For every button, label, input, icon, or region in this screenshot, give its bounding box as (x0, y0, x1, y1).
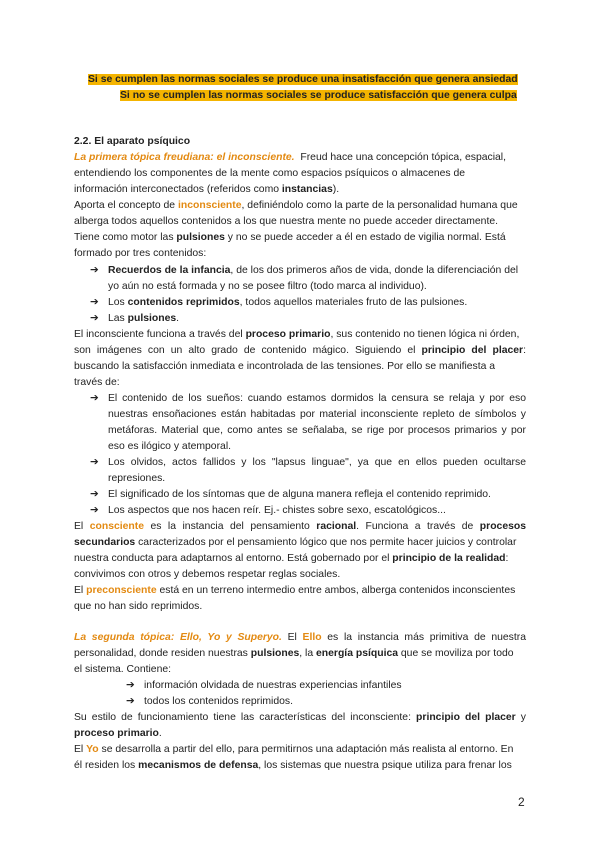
page-number: 2 (518, 795, 525, 809)
arrow-icon: ➔ (90, 313, 99, 324)
p4-line-1: El consciente es la instancia del pensamiento racional. Funciona a través de procesos (74, 521, 526, 532)
list1-item-1-line-2: yo aún no está formada y no se posee filtro (todo marca al individuo). (108, 281, 427, 292)
p8-line-1: El Yo se desarrolla a partir del ello, para permitirnos una adaptación más realista al entorno. En (74, 744, 514, 755)
p2-line-1: Aporta el concepto de inconsciente, definiéndolo como la parte de la personalidad humana que (74, 200, 518, 211)
p8-line-2: él residen los mecanismos de defensa, los sistemas que nuestra psique utiliza para frenar los (74, 760, 512, 771)
arrow-icon: ➔ (90, 265, 99, 276)
arrow-icon: ➔ (90, 457, 99, 468)
p3-line-2: son imágenes con un alto grado de contenido mágico. Siguiendo el principio del placer: (74, 345, 526, 356)
arrow-icon: ➔ (90, 489, 99, 500)
p4-line-2: secundarios caracterizados por el pensamiento lógico que nos permite hacer juicios y controlar (74, 537, 517, 548)
list2-item-1-line-2: nuestras ensoñaciones están habitadas por material inconsciente repleto de símbolos y (108, 409, 526, 420)
banner-line-1: Si se cumplen las normas sociales se produce una insatisfacción que genera ansiedad (88, 74, 518, 85)
p3-line-3: buscando la satisfacción inmediata e incontrolada de las tensiones. Por ello se manifiesta a (74, 361, 496, 372)
p1-line-3: información interconectados (referidos como instancias). (74, 184, 340, 195)
list2-item-1-line-1: El contenido de los sueños: cuando estamos dormidos la censura se relaja y por eso (108, 393, 526, 404)
section-heading: 2.2. El aparato psíquico (74, 136, 191, 147)
p3-line-4: través de: (74, 377, 120, 388)
p4-line-4: convivimos con otros y debemos respetar reglas sociales. (74, 569, 341, 580)
list2-item-2-line-1: Los olvidos, actos fallidos y los "lapsus linguae", ya que en ellos pueden ocultarse (108, 457, 526, 468)
p2-line-4: formado por tres contenidos: (74, 248, 207, 259)
p3-line-1: El inconsciente funciona a través del proceso primario, sus contenido no tienen lógica ni órden, (74, 329, 520, 340)
p5-line-1: El preconsciente está en un terreno intermedio entre ambos, alberga contenidos inconscientes (74, 585, 516, 596)
list2-item-2-line-2: represiones. (108, 473, 166, 484)
arrow-icon: ➔ (126, 696, 135, 707)
p2-line-3: Tiene como motor las pulsiones y no se puede acceder a él en estado de vigilia normal. Está (74, 232, 506, 243)
p5-line-2: que no han sido reprimidos. (74, 601, 203, 612)
list2-item-1-line-3: metáforas. Material que, como antes se señalaba, se rige por procesos primarios y por (108, 425, 526, 436)
list1-item-1-line-1: Recuerdos de la infancia, de los dos primeros años de vida, donde la diferenciación del (108, 265, 519, 276)
arrow-icon: ➔ (90, 393, 99, 404)
list2-item-1-line-4: eso es ilógico y atemporal. (108, 441, 232, 452)
p1-line-1: La primera tópica freudiana: el inconsciente. Freud hace una concepción tópica, espacial, (74, 152, 506, 163)
list1-item-3: Las pulsiones. (108, 313, 180, 324)
p6-line-3: el sistema. Contiene: (74, 664, 172, 675)
list2-item-3: El significado de los síntomas que de alguna manera refleja el contenido reprimido. (108, 489, 491, 500)
p1-line-2: entendiendo los componentes de la mente como espacios psíquicos o almacenes de (74, 168, 466, 179)
p4-line-3: nuestra conducta para adaptarnos al entorno. Está gobernado por el principio de la realidad: (74, 553, 509, 564)
p6-line-2: personalidad, donde residen nuestras pulsiones, la energía psíquica que se moviliza por todo (74, 648, 514, 659)
list1-item-2: Los contenidos reprimidos, todos aquellos materiales fruto de las pulsiones. (108, 297, 468, 308)
p7-line-2: proceso primario. (74, 728, 162, 739)
p2-line-2: alberga todos aquellos contenidos a los que nuestra mente no puede acceder directamente. (74, 216, 498, 227)
list3-item-2: todos los contenidos reprimidos. (144, 696, 294, 707)
list3-item-1: información olvidada de nuestras experiencias infantiles (144, 680, 402, 691)
p6-line-1: La segunda tópica: Ello, Yo y Superyo. El Ello es la instancia más primitiva de nuestra (74, 632, 526, 643)
arrow-icon: ➔ (90, 297, 99, 308)
arrow-icon: ➔ (126, 680, 135, 691)
banner-line-2: Si no se cumplen las normas sociales se produce satisfacción que genera culpa (120, 90, 517, 101)
p7-line-1: Su estilo de funcionamiento tiene las características del inconsciente: principio del placer y (74, 712, 526, 723)
arrow-icon: ➔ (90, 505, 99, 516)
list2-item-4: Los aspectos que nos hacen reír. Ej.- chistes sobre sexo, escatológicos... (108, 505, 446, 516)
